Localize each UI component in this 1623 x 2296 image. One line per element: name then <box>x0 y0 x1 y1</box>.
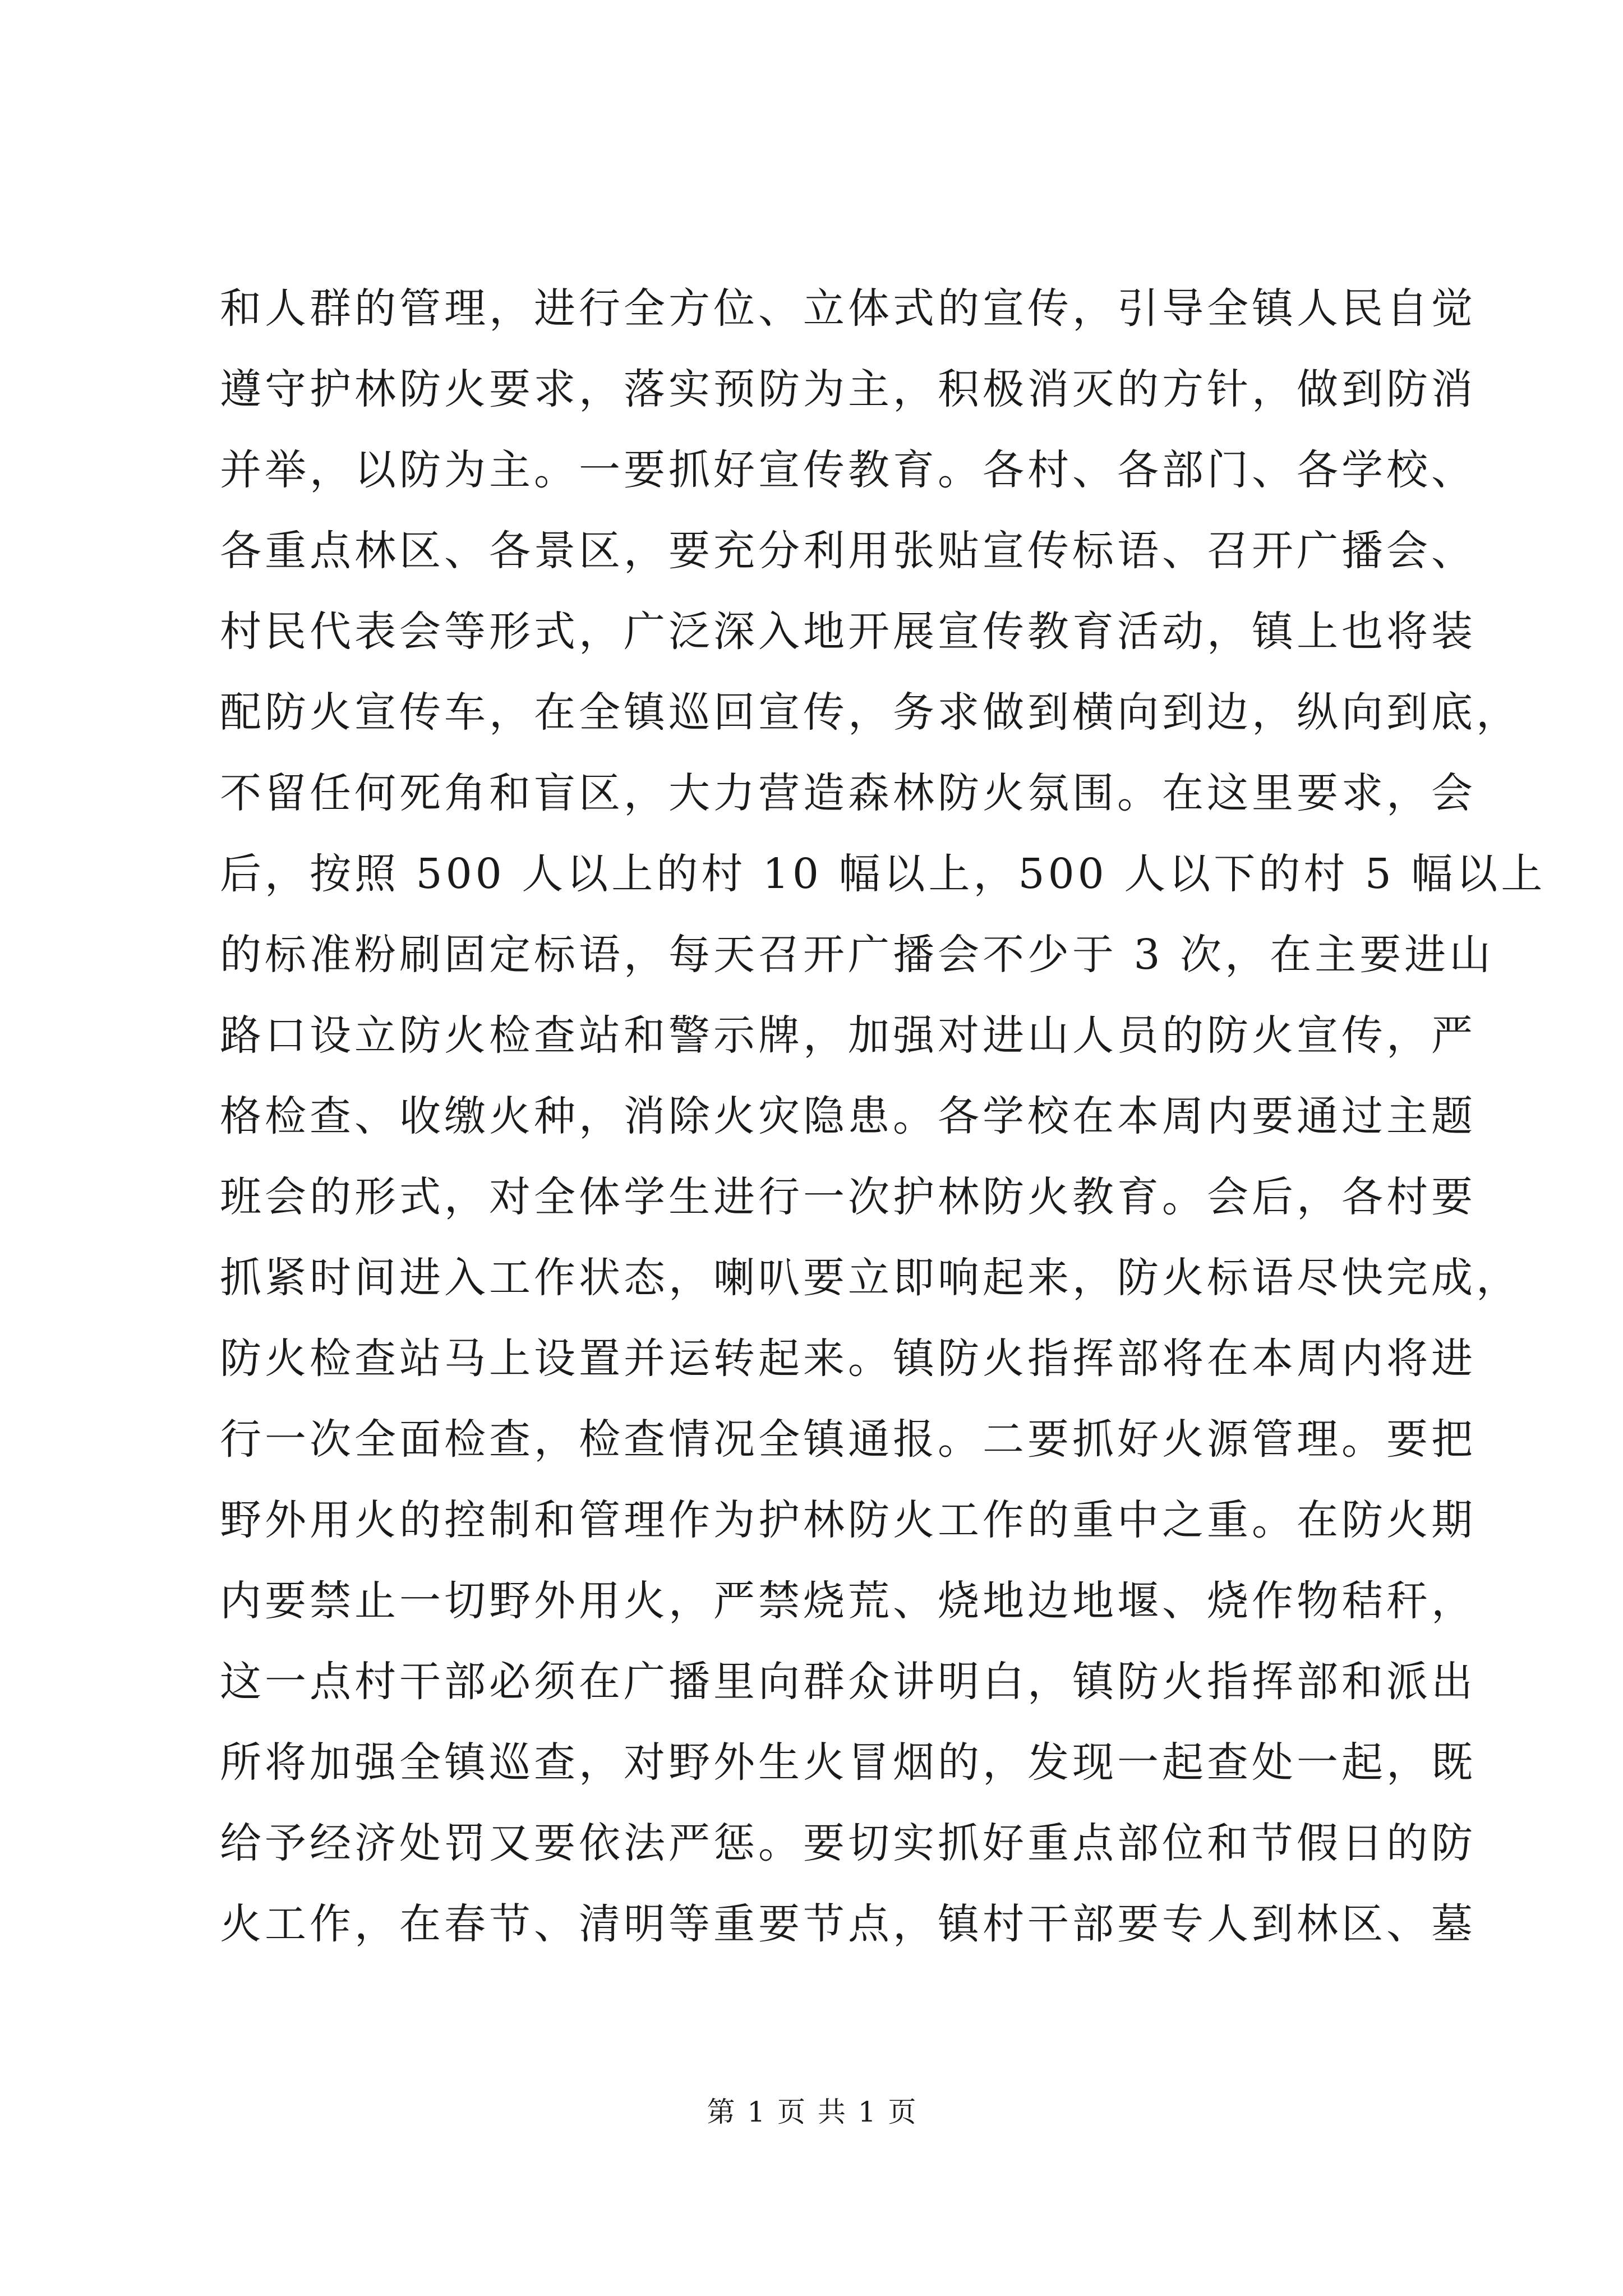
text-line: 班会的形式，对全体学生进行一次护林防火教育。会后，各村要 <box>220 1173 1476 1221</box>
text-line: 行一次全面检查，检查情况全镇通报。二要抓好火源管理。要把 <box>220 1415 1476 1464</box>
text-line: 抓紧时间进入工作状态，喇叭要立即响起来，防火标语尽快完成， <box>220 1254 1521 1302</box>
text-line: 格检查、收缴火种，消除火灾隐患。各学校在本周内要通过主题 <box>220 1092 1476 1140</box>
text-line: 后，按照 500 人以上的村 10 幅以上，500 人以下的村 5 幅以上 <box>220 850 1546 898</box>
text-line: 防火检查站马上设置并运转起来。镇防火指挥部将在本周内将进 <box>220 1335 1476 1383</box>
text-line: 和人群的管理，进行全方位、立体式的宣传，引导全镇人民自觉 <box>220 284 1476 333</box>
text-line: 不留任何死角和盲区，大力营造森林防火氛围。在这里要求，会 <box>220 769 1476 817</box>
text-line: 内要禁止一切野外用火，严禁烧荒、烧地边地堰、烧作物秸秆， <box>220 1577 1476 1625</box>
text-line: 这一点村干部必须在广播里向群众讲明白，镇防火指挥部和派出 <box>220 1658 1476 1706</box>
text-line: 配防火宣传车，在全镇巡回宣传，务求做到横向到边，纵向到底， <box>220 688 1521 737</box>
body-text <box>220 268 1546 1964</box>
text-line: 路口设立防火检查站和警示牌，加强对进山人员的防火宣传，严 <box>220 1011 1476 1060</box>
text-line: 并举，以防为主。一要抓好宣传教育。各村、各部门、各学校、 <box>220 446 1476 494</box>
text-line: 野外用火的控制和管理作为护林防火工作的重中之重。在防火期 <box>220 1496 1476 1544</box>
page-footer: 第 1 页 共 1 页 <box>707 2096 916 2128</box>
text-line: 所将加强全镇巡查，对野外生火冒烟的，发现一起查处一起，既 <box>220 1738 1476 1787</box>
text-line: 给予经济处罚又要依法严惩。要切实抓好重点部位和节假日的防 <box>220 1819 1476 1867</box>
text-line: 的标准粉刷固定标语，每天召开广播会不少于 3 次，在主要进山 <box>220 931 1495 979</box>
text-line: 遵守护林防火要求，落实预防为主，积极消灭的方针，做到防消 <box>220 365 1476 413</box>
text-line: 村民代表会等形式，广泛深入地开展宣传教育活动，镇上也将装 <box>220 608 1476 656</box>
text-line: 火工作，在春节、清明等重要节点，镇村干部要专人到林区、墓 <box>220 1900 1476 1948</box>
text-line: 各重点林区、各景区，要充分利用张贴宣传标语、召开广播会、 <box>220 527 1476 575</box>
